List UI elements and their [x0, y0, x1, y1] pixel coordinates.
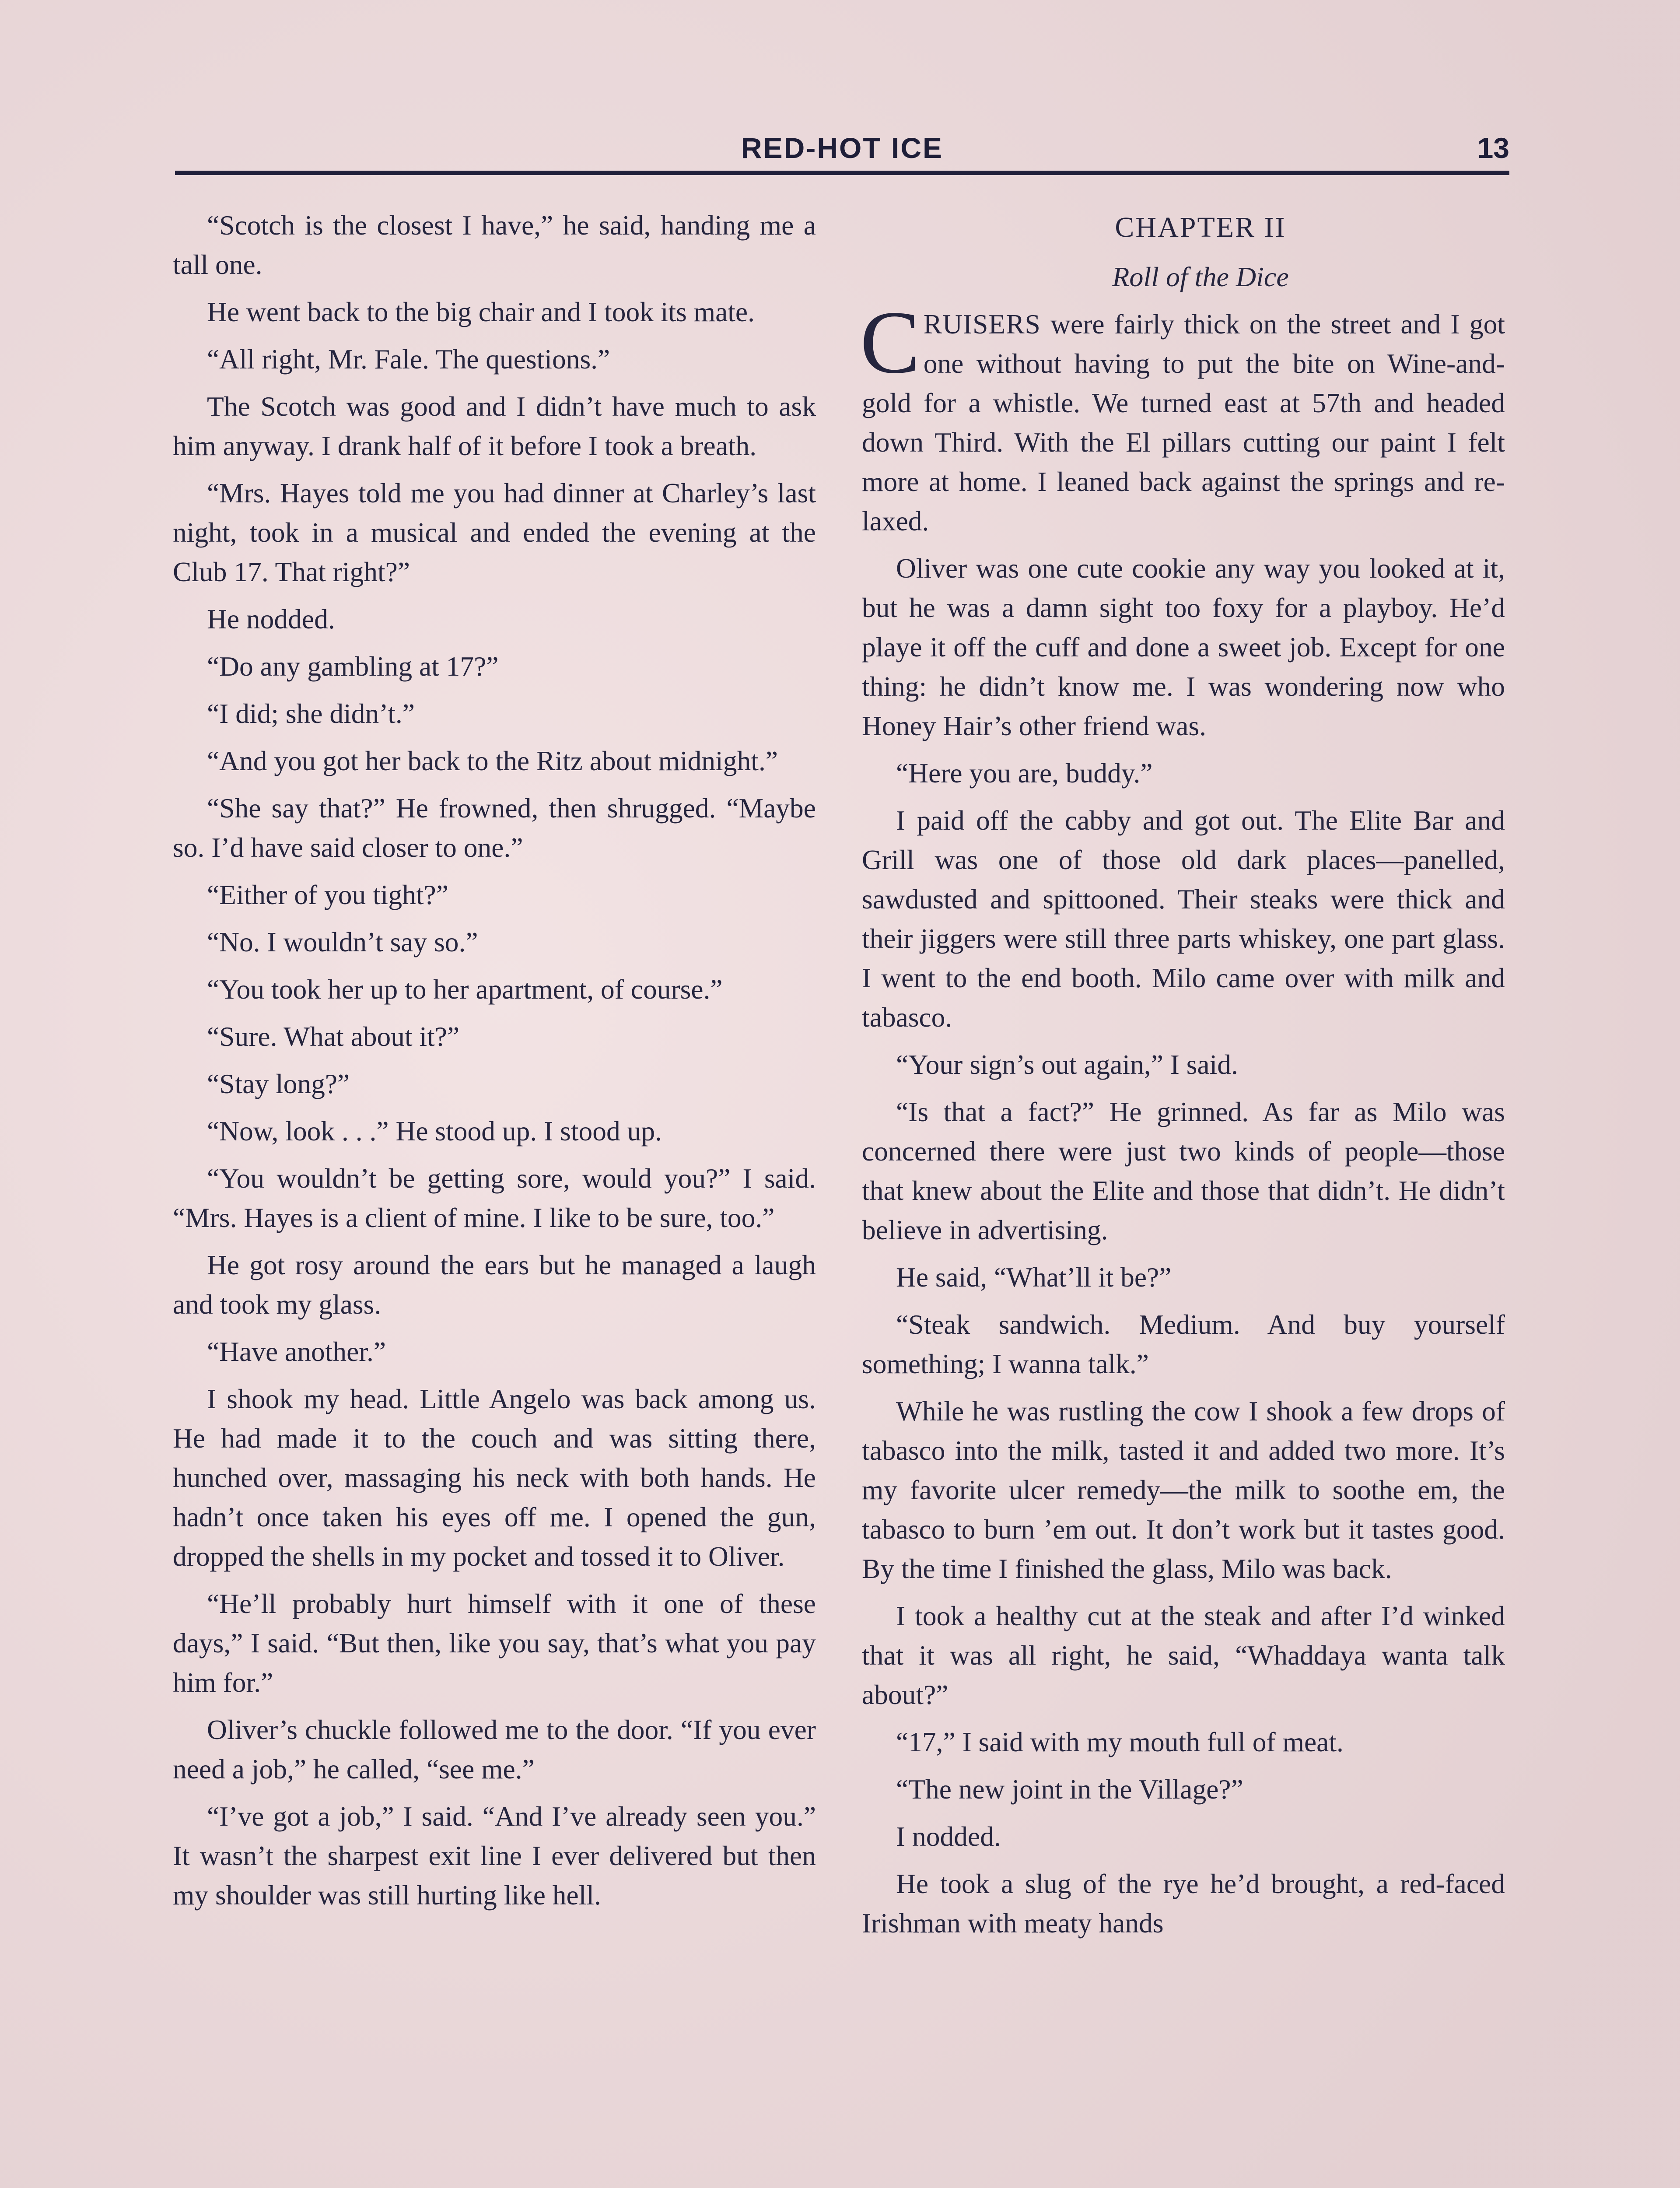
- paragraph: “Here you are, buddy.”: [896, 757, 1153, 789]
- opening-smallcaps: RUISERS: [923, 309, 1041, 340]
- paragraph: “No. I wouldn’t say so.”: [207, 926, 478, 957]
- paragraph: Oliver’s chuckle followed me to the door. “If you ever need a job,” he called, “see me.”: [173, 1714, 816, 1785]
- chapter-title: CHAPTER II: [1115, 211, 1286, 243]
- paragraph: I took a healthy cut at the steak and after I’d winked that it was all right, he said, “Whaddaya wanta talk about?”: [862, 1600, 1505, 1710]
- paragraph: “Stay long?”: [207, 1068, 350, 1099]
- paragraph: “The new joint in the Village?”: [896, 1774, 1243, 1805]
- opening-text: were fairly thick on the street and I got one without having to put the bite on Wine-and-gold for a whistle. We turned east at 57th and headed down Third. With the El pillars cutting our paint I felt more at home. I leaned back against the springs and relaxed.: [862, 309, 1505, 536]
- running-head-title: RED-HOT ICE: [741, 132, 943, 164]
- paragraph: “She say that?” He frowned, then shrugged. “Maybe so. I’d have said closer to one.”: [173, 792, 816, 863]
- paragraph: “You wouldn’t be getting sore, would you?” I said. “Mrs. Hayes is a client of mine. I like to be sure, too.”: [173, 1163, 816, 1233]
- chapter-subtitle: Roll of the Dice: [1112, 261, 1289, 292]
- paragraph: “He’ll probably hurt himself with it one of these days,” I said. “But then, like you say, that’s what you pay him for.”: [173, 1588, 816, 1698]
- paragraph: “Do any gambling at 17?”: [207, 651, 499, 682]
- paragraph: He got rosy around the ears but he managed a laugh and took my glass.: [173, 1249, 816, 1320]
- paragraph: “Steak sandwich. Medium. And buy yourself something; I wanna talk.”: [862, 1309, 1505, 1379]
- paragraph: “Mrs. Hayes told me you had dinner at Charley’s last night, took in a musical and ended the evening at the Club 17. That right?”: [173, 477, 816, 587]
- paragraph: He said, “What’ll it be?”: [896, 1262, 1172, 1293]
- running-header: [175, 131, 1509, 175]
- paragraph: “You took her up to her apartment, of course.”: [207, 974, 723, 1005]
- paragraph: “And you got her back to the Ritz about midnight.”: [207, 745, 778, 776]
- paragraph: He went back to the big chair and I took its mate.: [207, 296, 755, 327]
- paragraph: While he was rustling the cow I shook a few drops of tabasco into the milk, tasted it and added two more. It’s my favorite ulcer remedy—the milk to soothe em, the tabasco to burn ’em out. It don’t work but it tastes good. By the time I finished the glass, Milo was back.: [862, 1396, 1505, 1584]
- paragraph: “Is that a fact?” He grinned. As far as Milo was concerned there were just two kinds of people—those that knew about the Elite and those that didn’t. He didn’t believe in advertising.: [862, 1096, 1505, 1245]
- paragraph: “17,” I said with my mouth full of meat.: [896, 1726, 1344, 1757]
- paragraph: The Scotch was good and I didn’t have much to ask him anyway. I drank half of it before I took a breath.: [173, 391, 816, 461]
- chapter-opening-paragraph: [860, 293, 1505, 541]
- paragraph: He nodded.: [207, 603, 335, 635]
- paragraph: “Either of you tight?”: [207, 879, 448, 910]
- paragraph: He took a slug of the rye he’d brought, a red-faced Irishman with meaty hands: [862, 1868, 1505, 1939]
- paragraph: I paid off the cabby and got out. The Elite Bar and Grill was one of those old dark places—panelled, sawdusted and spittooned. Their steaks were thick and their jiggers were still three parts whiskey, one part glass. I went to the end booth. Milo came over with milk and tabasco.: [862, 805, 1505, 1033]
- paragraph: “Now, look . . .” He stood up. I stood up.: [207, 1115, 662, 1147]
- paragraph: “All right, Mr. Fale. The questions.”: [207, 344, 610, 375]
- paragraph: I nodded.: [896, 1821, 1001, 1852]
- paragraph: I shook my head. Little Angelo was back among us. He had made it to the couch and was sitting there, hunched over, massaging his neck with both hands. He hadn’t once taken his eyes off me. I opened the gun, dropped the shells in my pocket and tossed it to Oliver.: [173, 1383, 816, 1572]
- paragraph: “I’ve got a job,” I said. “And I’ve already seen you.” It wasn’t the sharpest exit line I ever delivered but then my shoulder was still hurting like hell.: [173, 1801, 816, 1911]
- paragraph: “I did; she didn’t.”: [207, 698, 415, 729]
- paragraph: Oliver was one cute cookie any way you looked at it, but he was a damn sight too foxy for a playboy. He’d playe it off the cuff and done a sweet job. Except for one thing: he didn’t know me. I was wondering now who Honey Hair’s other friend was.: [862, 553, 1505, 741]
- page-number: 13: [1477, 132, 1509, 164]
- drop-cap: C: [860, 293, 920, 392]
- right-text-column: [862, 206, 1505, 1951]
- paragraph: “Scotch is the closest I have,” he said, handing me a tall one.: [173, 210, 816, 280]
- paragraph: “Your sign’s out again,” I said.: [896, 1049, 1238, 1080]
- paragraph: “Sure. What about it?”: [207, 1021, 460, 1052]
- left-text-column: [173, 206, 816, 1923]
- paragraph: “Have another.”: [207, 1336, 386, 1367]
